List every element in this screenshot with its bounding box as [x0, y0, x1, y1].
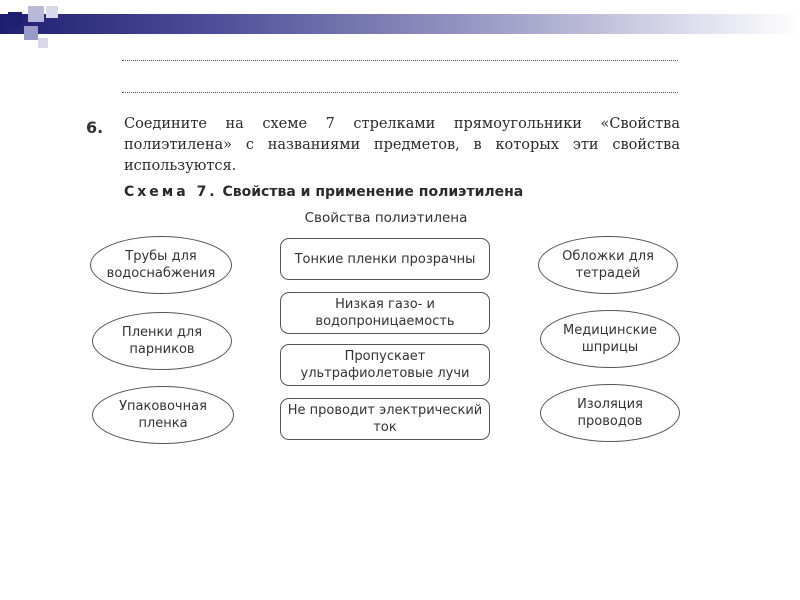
question-text: Соедините на схеме 7 стрелками прямоугольники «Свойства полиэтилена» с названиями предметов, в которых эти свойства используются. [124, 116, 680, 174]
property-box-uv[interactable]: Пропускает ультрафиолетовые лучи [280, 344, 490, 386]
decor-square [8, 12, 22, 26]
decor-square [24, 26, 38, 40]
answer-line [122, 92, 678, 93]
question-number: 6. [86, 118, 104, 137]
item-oval-syringes[interactable]: Медицинские шприцы [540, 310, 680, 368]
decor-square [28, 6, 44, 22]
decor-square [38, 38, 48, 48]
properties-column-title: Свойства полиэтилена [304, 210, 468, 226]
property-box-transparent[interactable]: Тонкие пленки прозрачны [280, 238, 490, 280]
decor-square [46, 6, 58, 18]
property-box-insulator[interactable]: Не проводит электрический ток [280, 398, 490, 440]
item-oval-notebook-covers[interactable]: Обложки для тетрадей [538, 236, 678, 294]
item-oval-greenhouse-film[interactable]: Пленки для парников [92, 312, 232, 370]
property-box-low-permeability[interactable]: Низкая газо- и водопроницаемость [280, 292, 490, 334]
item-oval-water-pipes[interactable]: Трубы для водоснабжения [90, 236, 232, 294]
header-gradient-bar [0, 14, 800, 34]
schema-name: Свойства и применение полиэтилена [222, 184, 524, 200]
schema-label: Схема 7. [124, 184, 218, 200]
schema-title [124, 184, 523, 200]
answer-line [122, 60, 678, 61]
item-oval-packaging-film[interactable]: Упаковочная пленка [92, 386, 234, 444]
item-oval-wire-insulation[interactable]: Изоляция проводов [540, 384, 680, 442]
